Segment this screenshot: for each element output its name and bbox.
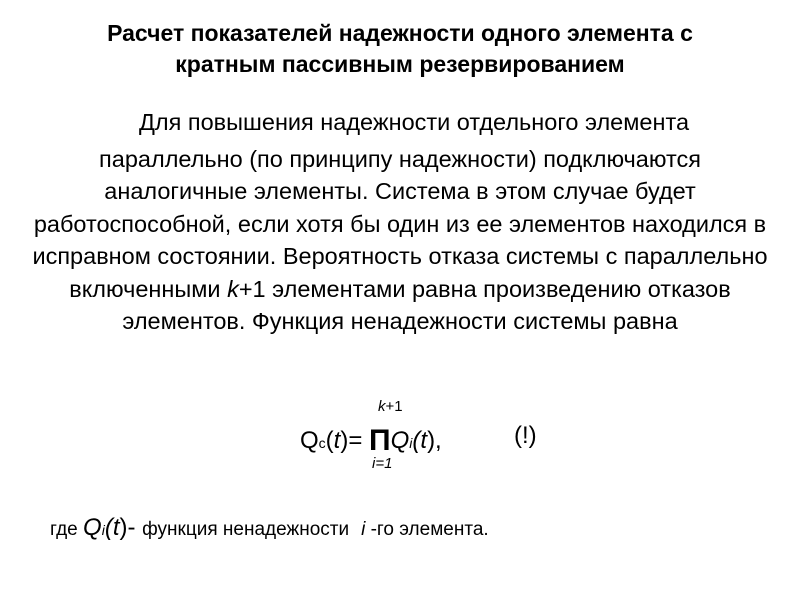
paragraph-text-b: +1 элементами равна произведению отказов элементов. Функция ненадежности системы равна	[122, 275, 731, 334]
where-clause	[50, 514, 489, 542]
upper-limit-k: k	[378, 398, 386, 415]
where-var-i: i	[361, 519, 366, 540]
rhs-Q: Q	[390, 427, 410, 454]
lhs-t: t	[333, 427, 341, 454]
formula-mark: (!)	[514, 422, 537, 449]
paragraph-var-k: k	[227, 275, 239, 302]
lhs-subscript: c	[318, 435, 326, 451]
paragraph-text-a: параллельно (по принципу надежности) подключаются аналогичные элементы. Система в этом случае будет работоспособной, если хотя бы один из ее элементов находился в исправном состоянии. Вероятность отказа системы с параллельно включенными	[32, 145, 768, 302]
rhs-close: ),	[427, 427, 442, 454]
title-line-1: Расчет показателей надежности одного элемента с	[107, 20, 693, 46]
product-lower-limit	[372, 455, 392, 472]
lhs-close-equals: )=	[340, 427, 370, 454]
rhs-subscript: i	[409, 435, 413, 451]
lower-limit-text: i=1	[372, 455, 393, 472]
lhs-open-paren: (	[325, 427, 334, 454]
where-subscript: i	[101, 522, 105, 538]
where-close-dash: )-	[119, 514, 143, 541]
title-line-2: кратным пассивным резервированием	[175, 51, 625, 77]
rhs-open-paren: (	[412, 427, 421, 454]
paragraph-first-line: Для повышения надежности отдельного элемента	[138, 109, 690, 135]
where-open-paren: (	[104, 514, 113, 541]
product-symbol: П	[369, 424, 391, 457]
where-Q: Q	[83, 514, 102, 541]
upper-limit-rest: +1	[385, 398, 403, 415]
where-t: t	[112, 514, 120, 541]
where-description: функция ненадежности	[142, 519, 350, 540]
where-suffix: -го элемента.	[365, 519, 489, 540]
rhs-t: t	[420, 427, 428, 454]
where-prefix: где	[50, 519, 84, 540]
lhs-Q: Q	[300, 427, 319, 454]
product-upper-limit	[378, 398, 403, 415]
formula-main	[300, 422, 442, 456]
